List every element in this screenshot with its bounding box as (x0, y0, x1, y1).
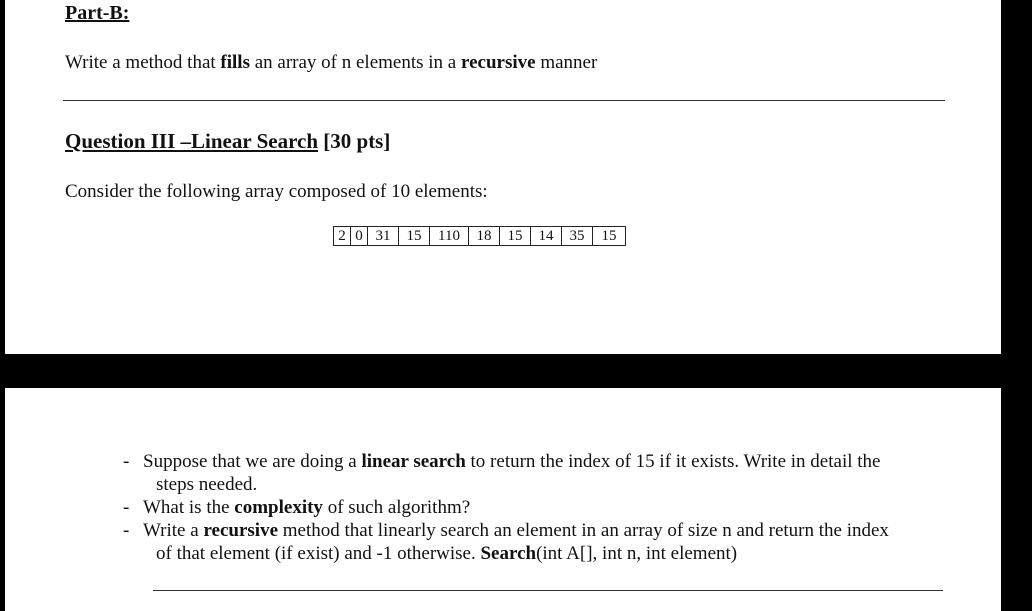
bullet-3-text-c: method that linearly search an element in an array of size n and return the index (278, 520, 889, 541)
bullet-1-linear-search: linear search (361, 451, 466, 472)
array-cell: 2 (334, 227, 351, 246)
horizontal-rule (153, 590, 943, 591)
bullet-1-text-c: to return the index of 15 if it exists. Write in detail the (465, 451, 881, 472)
part-b-text-3: an array of n elements in a (249, 52, 461, 73)
bullet-3-text-d: of that element (if exist) and -1 otherwise. (156, 543, 481, 564)
array-cell: 15 (500, 227, 531, 246)
bullet-dash: - (123, 497, 130, 518)
array-cell: 14 (531, 227, 562, 246)
bullet-3-recursive: recursive (203, 520, 278, 541)
list-item (123, 450, 953, 496)
list-item (123, 519, 953, 565)
question-name: Question III –Linear Search (65, 129, 319, 153)
array-cell: 15 (399, 227, 430, 246)
document-page-top (5, 0, 1001, 354)
array-row (334, 227, 626, 246)
question-intro: Consider the following array composed of 10 elements: (65, 181, 488, 202)
question-points: [30 pts] (318, 129, 391, 153)
bullet-2-text-c: of such algorithm? (322, 497, 471, 518)
bullet-dash: - (123, 451, 130, 472)
part-b-text-fills: fills (220, 52, 250, 73)
part-b-text-recursive: recursive (461, 52, 536, 73)
bullet-1-text-a: Suppose that we are doing a (143, 451, 362, 472)
bullet-1-continuation: steps needed. (156, 474, 258, 495)
array-cell: 35 (562, 227, 593, 246)
bullet-2-text-a: What is the (143, 497, 235, 518)
part-b-instruction (65, 52, 597, 74)
array-cell: 110 (430, 227, 469, 246)
array-cell: 31 (368, 227, 399, 246)
bullet-3-search: Search (480, 543, 537, 564)
bullet-3-text-a: Write a (143, 520, 204, 541)
part-b-text-1: Write a method that (65, 52, 221, 73)
document-page-bottom (5, 388, 1001, 611)
question-bullet-list (123, 450, 953, 565)
bullet-2-complexity: complexity (234, 497, 323, 518)
bullet-3-continuation (143, 542, 953, 565)
horizontal-rule (63, 100, 945, 101)
bullet-dash: - (123, 520, 130, 541)
array-cell: 15 (593, 227, 626, 246)
array-table (333, 226, 626, 246)
list-item (123, 496, 953, 519)
array-cell: 18 (469, 227, 500, 246)
part-b-heading: Part-B: (65, 2, 130, 24)
question-title (65, 129, 390, 154)
part-b-text-5: manner (535, 52, 598, 73)
array-cell: 0 (351, 227, 368, 246)
bullet-3-signature: (int A[], int n, int element) (536, 543, 738, 564)
